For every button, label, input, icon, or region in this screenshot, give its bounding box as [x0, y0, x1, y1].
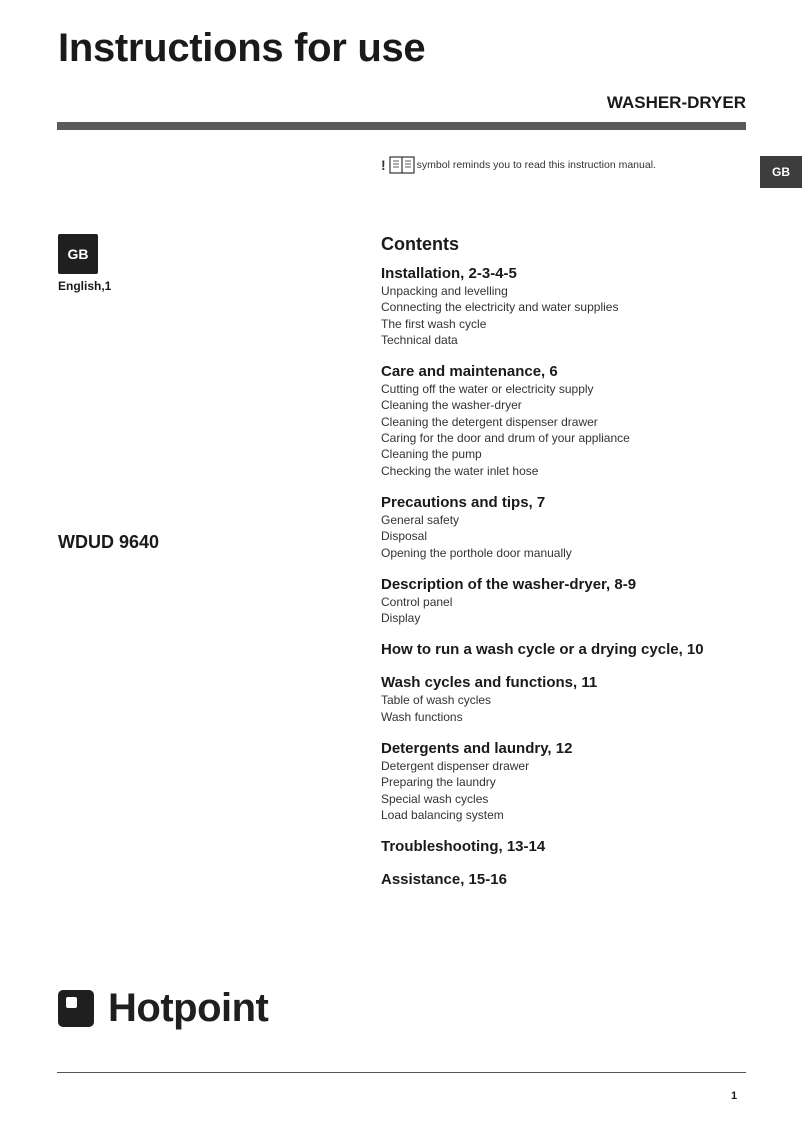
- section-item[interactable]: Caring for the door and drum of your appliance: [381, 431, 630, 446]
- section-item[interactable]: Detergent dispenser drawer: [381, 759, 530, 774]
- section-title[interactable]: Assistance, 15-16: [381, 871, 507, 889]
- gb-side-tab: GB: [760, 156, 802, 188]
- manual-book-icon: [389, 155, 415, 175]
- section-title[interactable]: Detergents and laundry, 12: [381, 740, 573, 758]
- model-name: WDUD 9640: [58, 532, 160, 552]
- section-item[interactable]: Wash functions: [381, 709, 463, 724]
- brand-name: Hotpoint: [108, 986, 269, 1030]
- section-title[interactable]: Care and maintenance, 6: [381, 363, 558, 381]
- section-item[interactable]: Technical data: [381, 332, 458, 347]
- section-item[interactable]: Opening the porthole door manually: [381, 545, 572, 560]
- contents-section: [381, 494, 781, 561]
- section-item[interactable]: Cleaning the detergent dispenser drawer: [381, 414, 598, 429]
- manual-notice: [381, 154, 656, 176]
- section-item[interactable]: Unpacking and levelling: [381, 284, 508, 298]
- section-item[interactable]: Preparing the laundry: [381, 775, 496, 790]
- page-number: 1: [731, 1090, 738, 1102]
- section-title[interactable]: Installation, 2-3-4-5: [381, 265, 517, 282]
- section-title[interactable]: How to run a wash cycle or a drying cycle, 10: [381, 641, 704, 659]
- hotpoint-logo-mark: [58, 990, 94, 1027]
- contents-sections: [381, 265, 781, 889]
- contents-section: [381, 838, 781, 856]
- page-title: Instructions for use: [58, 26, 426, 70]
- section-item[interactable]: Checking the water inlet hose: [381, 463, 539, 478]
- section-item[interactable]: Disposal: [381, 529, 428, 544]
- contents-section: [381, 265, 781, 348]
- product-type: WASHER-DRYER: [606, 93, 746, 112]
- contents-section: [381, 740, 781, 823]
- table-of-contents: [381, 233, 781, 904]
- contents-section: [381, 363, 781, 479]
- footer-divider: [57, 1072, 746, 1073]
- section-item[interactable]: Display: [381, 611, 421, 626]
- section-item[interactable]: General safety: [381, 512, 460, 527]
- section-item[interactable]: Connecting the electricity and water supplies: [381, 300, 619, 315]
- section-item[interactable]: Special wash cycles: [381, 791, 489, 806]
- section-title[interactable]: Precautions and tips, 7: [381, 493, 546, 511]
- section-title[interactable]: Wash cycles and functions, 11: [381, 674, 598, 692]
- contents-section: [381, 871, 781, 889]
- section-item[interactable]: The first wash cycle: [381, 316, 487, 331]
- country-badge: GB: [58, 234, 98, 274]
- contents-heading: Contents: [381, 234, 459, 254]
- header-divider: [57, 122, 746, 130]
- section-item[interactable]: Cleaning the pump: [381, 447, 482, 462]
- section-item[interactable]: Table of wash cycles: [381, 693, 492, 708]
- section-item[interactable]: Cutting off the water or electricity supply: [381, 382, 594, 397]
- warning-mark: !: [381, 157, 386, 173]
- notice-text: symbol reminds you to read this instruction manual.: [416, 159, 656, 171]
- section-title[interactable]: Description of the washer-dryer, 8-9: [381, 575, 637, 593]
- section-item[interactable]: Load balancing system: [381, 807, 504, 822]
- language-link[interactable]: English,1: [58, 279, 112, 293]
- section-item[interactable]: Control panel: [381, 594, 453, 609]
- contents-section: [381, 641, 781, 659]
- section-item[interactable]: Cleaning the washer-dryer: [381, 398, 522, 413]
- contents-section: [381, 674, 781, 725]
- section-title[interactable]: Troubleshooting, 13-14: [381, 838, 546, 856]
- contents-section: [381, 576, 781, 627]
- brand-logo: [58, 986, 268, 1030]
